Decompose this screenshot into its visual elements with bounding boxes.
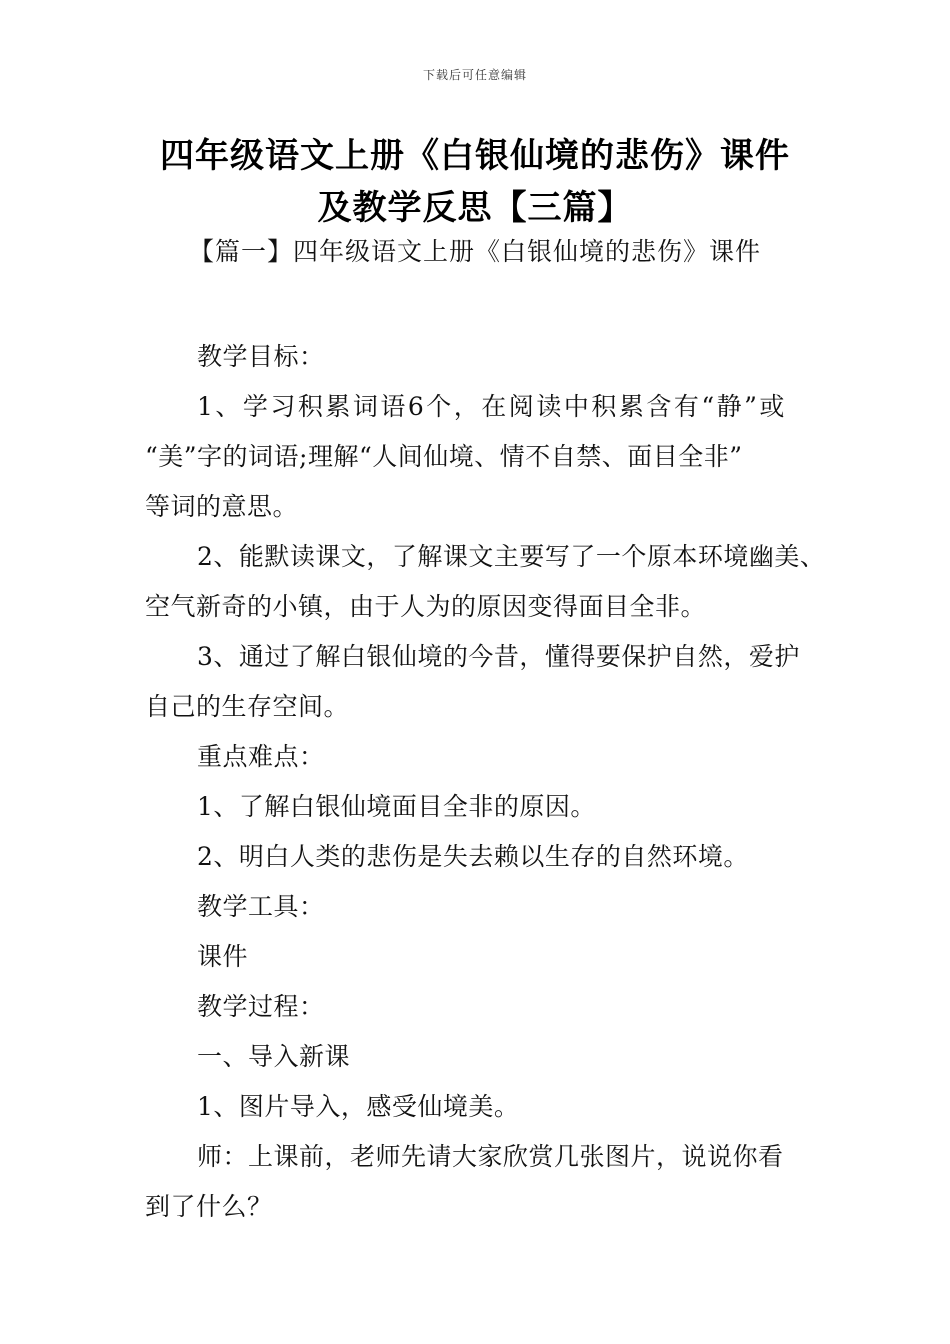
- document-title-line-1: 四年级语文上册《白银仙境的悲伤》课件: [160, 136, 790, 176]
- goal-1-line-3: 等词的意思。: [145, 492, 299, 521]
- key-points-heading: 重点难点：: [197, 742, 325, 771]
- document-body: [145, 332, 826, 1232]
- teacher-line-1: 师：上课前，老师先请大家欣赏几张图片，说说你看: [197, 1142, 784, 1171]
- teacher-line-2: 到了什么？: [145, 1192, 273, 1221]
- process-heading: 教学过程：: [197, 992, 325, 1021]
- key-point-2: 2、明白人类的悲伤是失去赖以生存的自然环境。: [197, 842, 749, 871]
- tools-heading: 教学工具：: [197, 892, 325, 921]
- goal-3-line-2: 自己的生存空间。: [145, 692, 350, 721]
- goal-1-line-1: 1、学习积累词语6个，在阅读中积累含有“静”或: [197, 392, 787, 421]
- goal-2-line-2: 空气新奇的小镇，由于人为的原因变得面目全非。: [145, 592, 707, 621]
- process-step-1-1: 1、图片导入，感受仙境美。: [197, 1092, 520, 1121]
- goals-heading: 教学目标：: [197, 342, 325, 371]
- goal-3-line-1: 3、通过了解白银仙境的今昔，懂得要保护自然，爱护: [197, 642, 800, 671]
- header-note: 下载后可任意编辑: [422, 68, 527, 82]
- goal-1-line-2: “美”字的词语;理解“人间仙境、情不自禁、面目全非”: [145, 442, 743, 471]
- section-subtitle: 【篇一】四年级语文上册《白银仙境的悲伤》课件: [188, 237, 761, 266]
- document-title-line-2: 及教学反思【三篇】: [317, 188, 633, 228]
- process-step-1: 一、导入新课: [197, 1042, 351, 1071]
- key-point-1: 1、了解白银仙境面目全非的原因。: [197, 792, 596, 821]
- tools-text: 课件: [197, 942, 249, 971]
- goal-2-line-1: 2、能默读课文，了解课文主要写了一个原本环境幽美、: [197, 542, 826, 571]
